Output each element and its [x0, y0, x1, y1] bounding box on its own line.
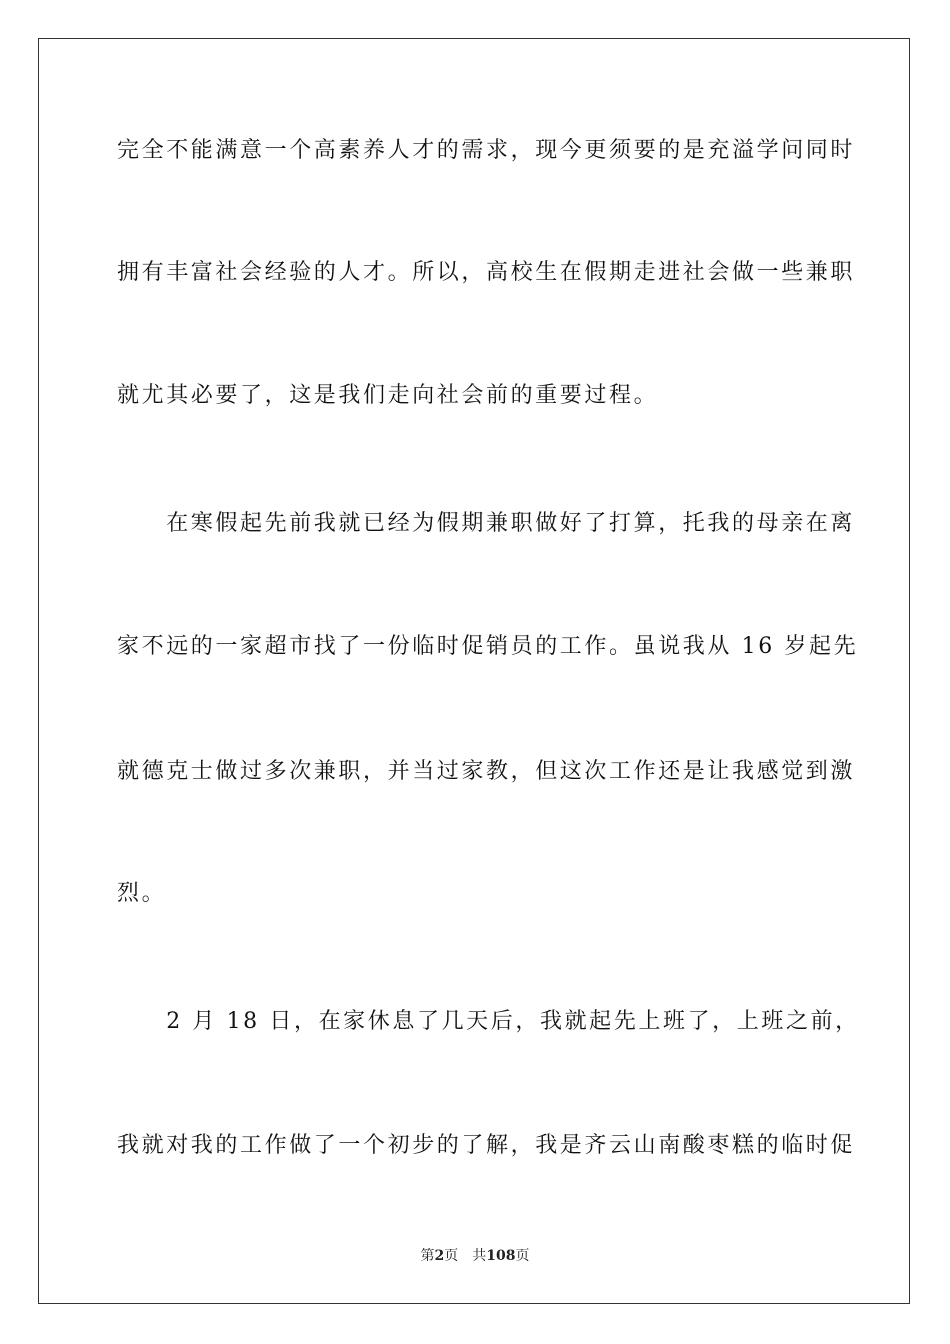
page-suffix: 页	[444, 1248, 459, 1264]
text-line-1: 完全不能满意一个高素养人才的需求，现今更须要的是充溢学问同时	[117, 138, 856, 163]
text-line-6: 就德克士做过多次兼职，并当过家教，但这次工作还是让我感觉到激	[117, 759, 856, 784]
text-line-4: 在寒假起先前我就已经为假期兼职做好了打算，托我的母亲在离	[117, 511, 856, 536]
text-line-5: 家不远的一家超市找了一份临时促销员的工作。虽说我从 16 岁起先	[117, 634, 859, 659]
total-pages: 108	[486, 1248, 516, 1264]
text-line-2: 拥有丰富社会经验的人才。所以，高校生在假期走进社会做一些兼职	[117, 260, 856, 285]
total-suffix: 页	[515, 1248, 530, 1264]
text-line-7: 烈。	[117, 881, 167, 906]
page-prefix: 第	[420, 1248, 435, 1264]
page-number: 2	[434, 1248, 445, 1264]
page-border	[38, 38, 910, 1304]
text-line-3: 就尤其必要了，这是我们走向社会前的重要过程。	[117, 383, 659, 408]
total-prefix: 共	[472, 1248, 487, 1264]
text-line-8: 2 月 18 日，在家休息了几天后，我就起先上班了，上班之前，	[117, 1009, 860, 1034]
text-line-9: 我就对我的工作做了一个初步的了解，我是齐云山南酸枣糕的临时促	[117, 1133, 856, 1158]
page-footer	[0, 1246, 950, 1266]
